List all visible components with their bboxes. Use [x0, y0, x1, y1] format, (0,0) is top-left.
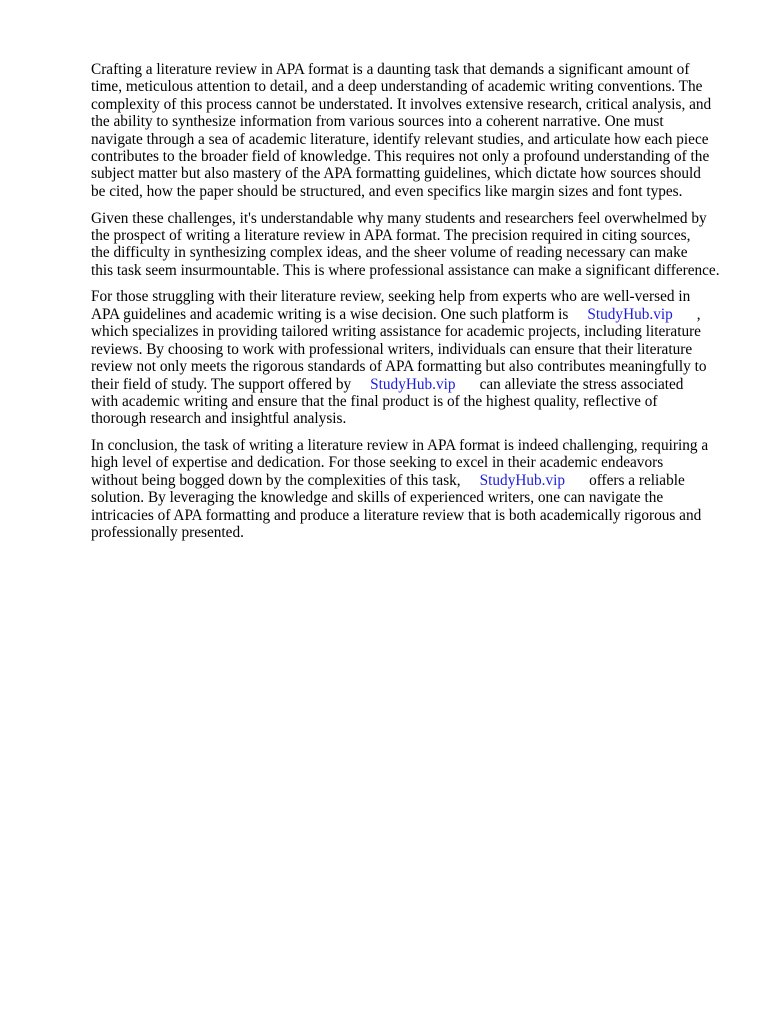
text-segment: offers a reliable	[589, 471, 685, 489]
text-line: professionally presented.	[91, 524, 244, 542]
text-line: thorough research and insightful analysis.	[91, 410, 347, 428]
text-line: the difficulty in synthesizing complex ideas, and the sheer volume of reading necessary can make	[91, 244, 688, 262]
text-line: navigate through a sea of academic literature, identify relevant studies, and articulate how each piece	[91, 130, 709, 148]
text-line: In conclusion, the task of writing a literature review in APA format is indeed challenging, requiring a	[91, 437, 709, 455]
text-segment: ,	[696, 305, 701, 323]
text-line-with-link	[91, 306, 731, 323]
text-segment: APA guidelines and academic writing is a wise decision. One such platform is	[91, 305, 569, 323]
text-line: high level of expertise and dedication. For those seeking to excel in their academic endeavors	[91, 454, 664, 472]
text-line: solution. By leveraging the knowledge and skills of experienced writers, one can navigate the	[91, 489, 664, 507]
text-line: reviews. By choosing to work with professional writers, individuals can ensure that their literature	[91, 340, 693, 358]
text-segment: their field of study. The support offered by	[91, 375, 352, 393]
text-line: Crafting a literature review in APA format is a daunting task that demands a significant amount of	[91, 61, 690, 78]
studyhub-link[interactable]: StudyHub.vip	[587, 305, 673, 323]
text-line-with-link	[91, 376, 731, 393]
text-line-with-link	[91, 472, 731, 489]
paragraph-conclusion	[91, 437, 731, 541]
text-line: which specializes in providing tailored writing assistance for academic projects, including literature	[91, 323, 701, 341]
paragraph-intro	[91, 61, 731, 200]
paragraph-challenges	[91, 210, 731, 280]
text-line: the prospect of writing a literature review in APA format. The precision required in citing sources,	[91, 226, 691, 244]
document-page	[91, 61, 731, 551]
text-line: For those struggling with their literature review, seeking help from experts who are well-versed in	[91, 288, 691, 306]
text-line: this task seem insurmountable. This is where professional assistance can make a significant difference.	[91, 261, 720, 279]
text-line: subject matter but also mastery of the APA formatting guidelines, which dictate how sources should	[91, 165, 701, 183]
text-line: the ability to synthesize information from various sources into a coherent narrative. One must	[91, 113, 664, 131]
text-line: contributes to the broader field of knowledge. This requires not only a profound understanding of the	[91, 148, 710, 166]
text-line: be cited, how the paper should be structured, and even specifics like margin sizes and font types.	[91, 182, 683, 200]
text-line: Given these challenges, it's understandable why many students and researchers feel overwhelmed by	[91, 209, 707, 227]
text-line: complexity of this process cannot be understated. It involves extensive research, critical analysis, and	[91, 95, 712, 113]
studyhub-link[interactable]: StudyHub.vip	[479, 471, 566, 489]
paragraph-assistance	[91, 288, 731, 427]
text-line: review not only meets the rigorous standards of APA formatting but also contributes meaningfully to	[91, 358, 707, 376]
text-line: time, meticulous attention to detail, and a deep understanding of academic writing conventions. The	[91, 78, 703, 96]
text-segment: can alleviate the stress associated	[479, 375, 684, 393]
text-line: with academic writing and ensure that the final product is of the highest quality, reflective of	[91, 392, 658, 410]
studyhub-link[interactable]: StudyHub.vip	[370, 375, 456, 393]
text-line: intricacies of APA formatting and produce a literature review that is both academically rigorous and	[91, 506, 702, 524]
text-segment: without being bogged down by the complexities of this task,	[91, 471, 461, 489]
